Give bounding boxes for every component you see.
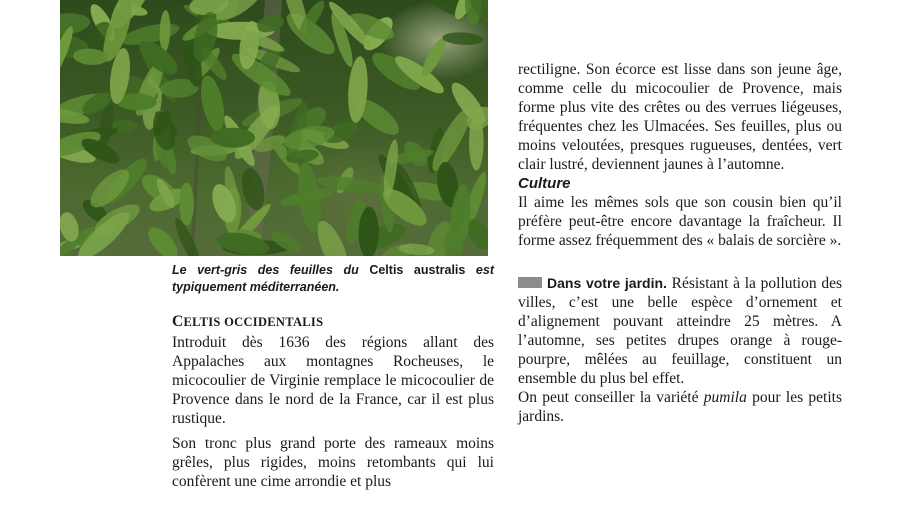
caption-species: Celtis australis [369, 263, 466, 277]
leaf-shape [159, 10, 171, 53]
garden-text: Résistant à la pollution des villes, c’est une belle espèce d’ornement et d’alignement pouvant atteindre 25 mètres. A l’automne, ses petites drupes orange à rouge-pourpre, mêlées au feuillage, constituent un ensemble du plus bel effet. [518, 275, 842, 387]
caption-text-start: Le vert-gris des feuilles du [172, 263, 370, 277]
heading-rest: ELTIS OCCIDENTALIS [183, 315, 324, 329]
leaf-shape [442, 31, 484, 46]
section-marker-icon [518, 277, 542, 288]
culture-paragraph: Il aime les mêmes sols que son cousin bien qu’il préfère peut-être encore davantage la fraîcheur. Il forme assez fréquemment des « balais de sorcière ». [518, 194, 842, 249]
intro-paragraph: Introduit dès 1636 des régions allant des Appalaches aux montagnes Rocheuses, le micocoulier de Virginie remplace le micocoulier de Provence dans le nord de la France, car il est plus rustique. [172, 334, 494, 427]
variety-text-start: On peut conseiller la variété [518, 389, 704, 406]
leaf-photo [60, 0, 488, 256]
variety-text-end: pour les petits jardins. [518, 389, 843, 425]
garden-heading: Dans votre jardin. [547, 275, 667, 291]
variety-name: pumila [703, 389, 747, 406]
trunk-paragraph: Son tronc plus grand porte des rameaux moins grêles, plus rigides, moins retombants qui lui confèrent une cime arrondie et plus [172, 435, 494, 490]
section-heading [172, 312, 494, 332]
leaf-shape [179, 183, 194, 226]
variety-paragraph [518, 388, 842, 426]
culture-heading: Culture [518, 175, 571, 192]
right-column [518, 60, 842, 426]
left-column [172, 312, 494, 491]
garden-paragraph [518, 274, 842, 388]
photo-caption [172, 262, 494, 296]
bark-paragraph: rectiligne. Son écorce est lisse dans son jeune âge, comme celle du micocoulier de Provence, mais forme plus vite des crêtes ou des verrues liégeuses, fréquentes chez les Ulmacées. Ses feuilles, plus ou moins veloutées, presques rugueuses, dentées, vert clair lustré, deviennent jaunes à l’automne. [518, 61, 842, 173]
leaf-illustration [60, 0, 488, 256]
leaf-shape [211, 128, 255, 148]
heading-initial: C [172, 313, 184, 330]
caption-text-end: est typiquement méditerranéen. [172, 263, 494, 294]
leaf-shape [418, 35, 450, 79]
